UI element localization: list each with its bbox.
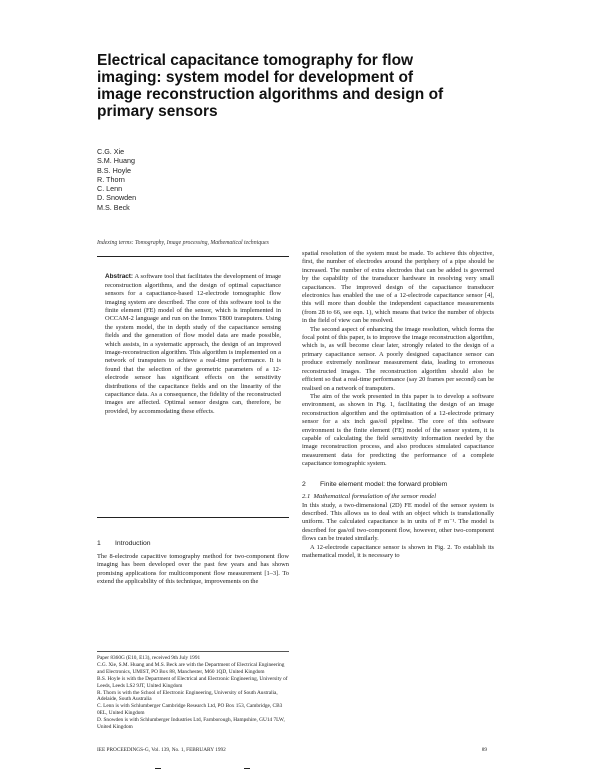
author: B.S. Hoyle bbox=[97, 165, 131, 175]
section-number: 1 bbox=[97, 540, 101, 547]
footnotes bbox=[97, 651, 289, 731]
section-heading bbox=[97, 540, 289, 547]
scan-mark bbox=[155, 768, 161, 769]
author: R. Thorn bbox=[97, 174, 125, 184]
abstract-body: A software tool that facilitates the development of image reconstruction algorithms, and the design of optimal capacitance sensors for a capacitance-based 12-electrode tomographic flow imaging system are described. The core of this software tool is the finite element (FE) model of the sensor, which is implemented in OCCAM-2 language and run on the Inmos T800 transputers. Using the system model, the in depth study of the capacitance sensing fields and the generation of flow model data are made possible, which assists, in a systematic approach, the design of an improved image-reconstruction algorithm. This algorithm is implemented on a network of transputers to achieve a real-time performance. It is found that the selection of the geometric parameters of a 12-electrode sensor has significant effects on the sensitivity distributions of the capacitance fields and on the linearity of the capacitance data. As a consequence, the fidelity of the reconstructed images are affected. Optimal sensor designs can, therefore, be provided, by accommodating these effects. bbox=[105, 273, 281, 415]
section-number: 2 bbox=[302, 480, 306, 488]
footnote: R. Thorn is with the School of Electronic Engineering, University of South Australia, Adelaide, South Australia bbox=[97, 689, 278, 703]
introduction-section bbox=[97, 540, 289, 587]
section-heading bbox=[302, 481, 494, 488]
introduction-paragraph: The 8-electrode capacitive tomography method for two-component flow imaging has been developed over the past few years and has shown promising applications for multicomponent flow measurement [1–3]. To extend the applicability of this technique, improvements on the bbox=[97, 553, 289, 586]
footnote: B.S. Hoyle is with the Department of Electrical and Electronic Engineering, University of Leeds, Leeds LS2 9JT, United Kingdom bbox=[97, 675, 288, 689]
paragraph: The second aspect of enhancing the image resolution, which forms the focal point of this paper, is to improve the image reconstruction algorithm, which is, as will become clear later, strongly related to the design of a primary capacitance sensor. A poorly designed capacitance sensor can produce extremely nonlinear measurement data, leading to erroneous reconstructed images. The reconstruction algorithm should also be efficient so that a real-time performance (say 20 frames per second) can be realised on a network of transputers. bbox=[302, 325, 494, 392]
index-terms: Indexing terms: Tomography, Image processing, Mathematical techniques bbox=[97, 240, 269, 246]
author: S.M. Huang bbox=[97, 156, 135, 166]
subsection-number: 2.1 bbox=[302, 492, 311, 500]
author: D. Snowden bbox=[97, 193, 137, 203]
author: C.G. Xie bbox=[97, 147, 125, 156]
paragraph: spatial resolution of the system must be made. To achieve this objective, first, the number of electrodes around the periphery of a pipe should be increased. The number of extra electrodes that can be added is governed by the capability of the transducer hardware in resolving very small capacitances. The improved design of the capacitance transducer electronics has enabled the use of a 12-electrode capacitance sensor [4], this will more than double the independent capacitance measurements (from 28 to 66, see eqn. 1), which means that twice the number of objects in the field of view can be resolved. bbox=[302, 250, 494, 325]
right-column bbox=[302, 250, 494, 560]
author: M.S. Beck bbox=[97, 202, 130, 212]
section-title: Introduction bbox=[115, 540, 151, 547]
section-title: Finite element model: the forward problem bbox=[320, 480, 448, 488]
author: C. Lenn bbox=[97, 184, 123, 194]
author-list bbox=[97, 147, 237, 212]
page-number: 89 bbox=[481, 747, 487, 753]
abstract-box bbox=[97, 256, 289, 518]
abstract bbox=[105, 273, 281, 416]
footnote: C.G. Xie, S.M. Huang and M.S. Beck are with the Department of Electrical Engineering and Electronics, UMIST, PO Box 88, Manchester, M60 1QD, United Kingdom bbox=[97, 661, 285, 675]
footnote: Paper 8360G (E10, E13), received 9th July 1991 bbox=[97, 655, 201, 661]
paper-title: Electrical capacitance tomography for flow imaging: system model for development of image reconstruction algorithms and design of primary sensors bbox=[97, 52, 444, 120]
abstract-label: Abstract: bbox=[105, 273, 134, 281]
footnote: D. Snowden is with Schlumberger Industries Ltd, Farnborough, Hampshire, GU14 7LW, United Kingdom bbox=[97, 717, 285, 731]
journal-citation: IEE PROCEEDINGS-G, Vol. 139, No. 1, FEBRUARY 1992 bbox=[97, 747, 226, 753]
scan-mark bbox=[244, 768, 250, 769]
paragraph: The aim of the work presented in this paper is to develop a software environment, as shown in Fig. 1, facilitating the design of an image reconstruction algorithm and the optimisation of a 12-electrode primary sensor for a six inch gas/oil pipeline. The core of this software environment is the finite element (FE) model of the sensor system, it is capable of calculating the field sensitivity information needed by the image reconstruction process, and also produces simulated capacitance measurement data for predicting the performance of a complete capacitance tomographic system. bbox=[302, 392, 494, 468]
paragraph: In this study, a two-dimensional (2D) FE model of the sensor system is described. This allows us to deal with an object which is translationally uniform. The calculated capacitance is in units of F m⁻¹. The model is described for gas/oil two-component flow, however, other two-component flows can be treated similarly. bbox=[302, 501, 494, 543]
journal-footer bbox=[97, 747, 487, 753]
footnote: C. Lenn is with Schlumberger Cambridge Research Ltd, PO Box 153, Cambridge, CB3 0EL, United Kingdom bbox=[97, 703, 283, 717]
subsection-title: Mathematical formulation of the sensor model bbox=[313, 492, 437, 500]
paragraph: A 12-electrode capacitance sensor is shown in Fig. 2. To establish its mathematical model, it is necessary to bbox=[302, 543, 494, 559]
subsection-heading bbox=[302, 493, 494, 500]
